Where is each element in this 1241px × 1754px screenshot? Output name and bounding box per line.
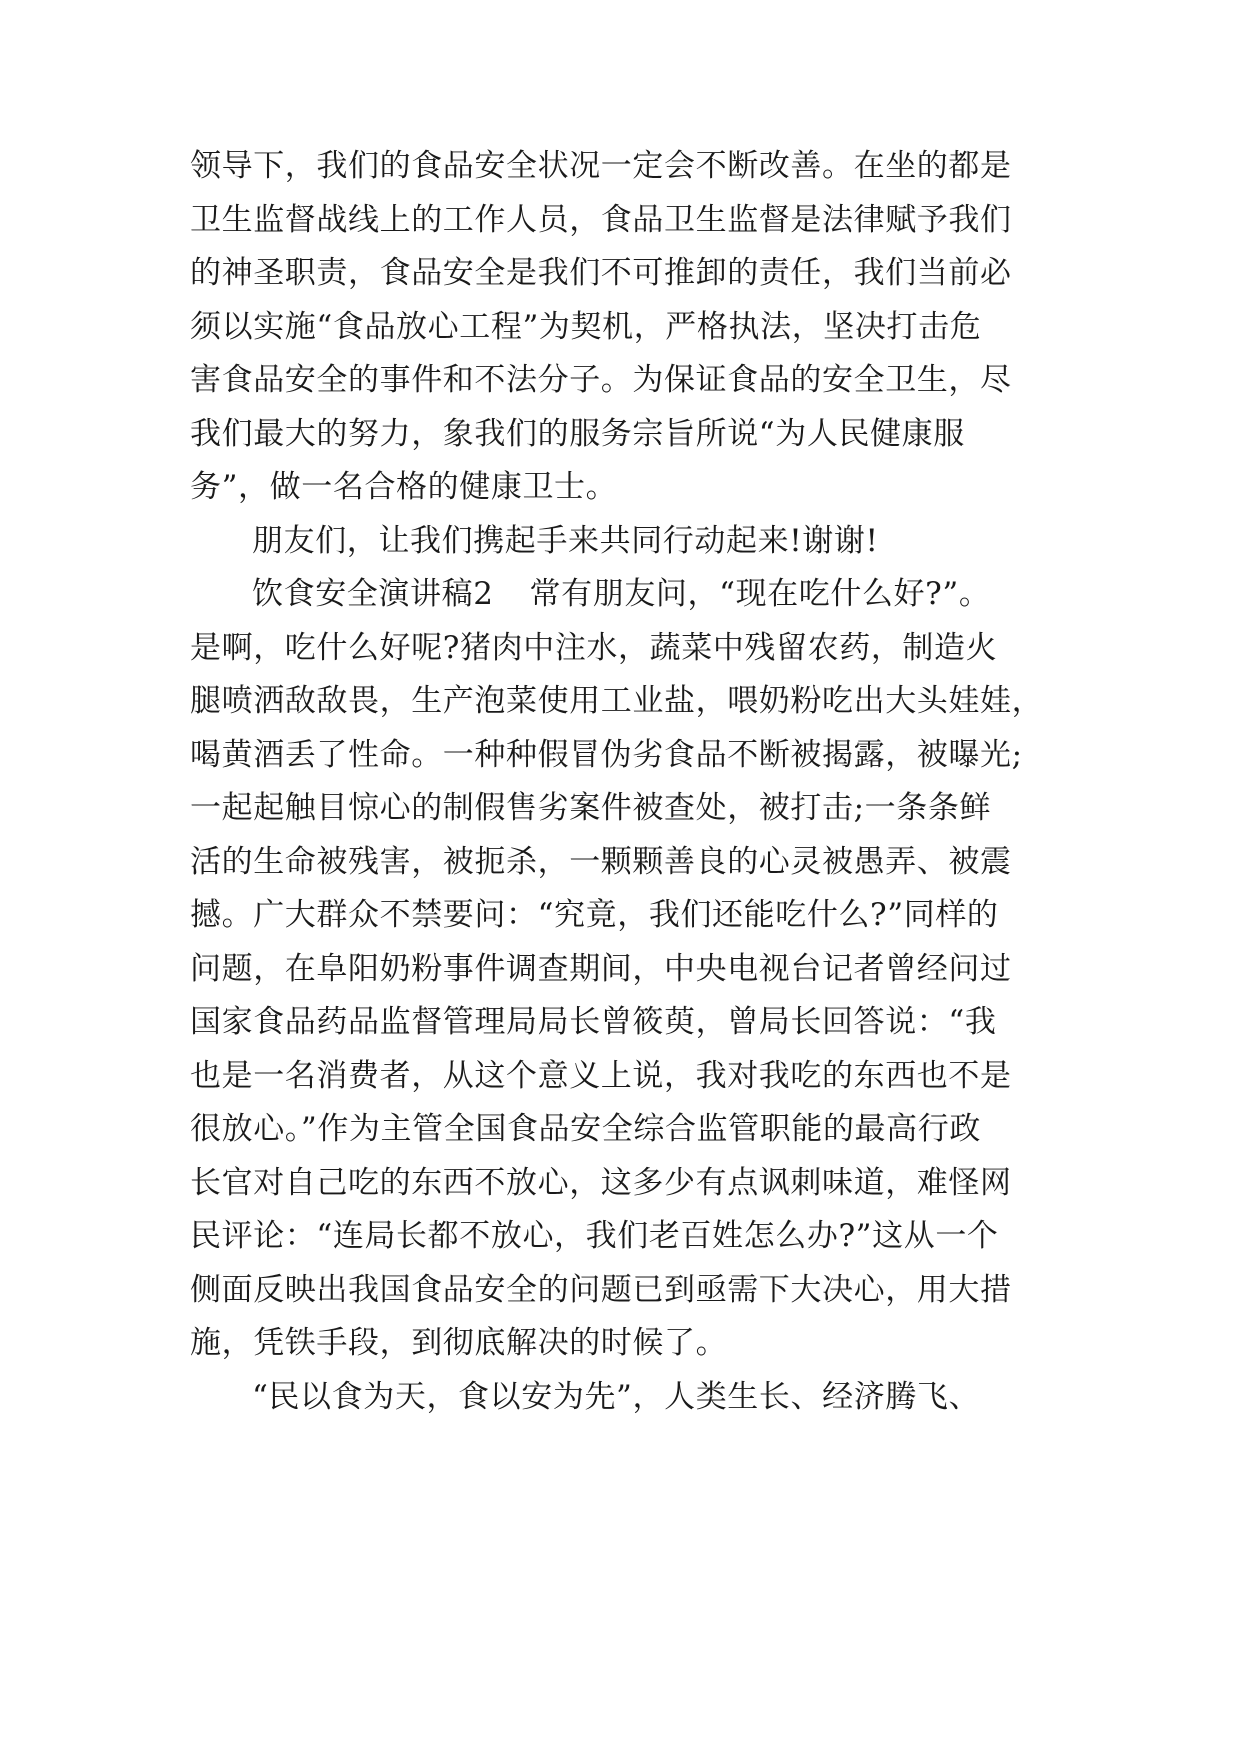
section-heading: 饮食安全演讲稿2	[252, 576, 494, 612]
document-body	[190, 140, 1070, 1424]
section-heading-line	[190, 568, 1070, 622]
text-line: 很放心。”作为主管全国食品安全综合监管职能的最高行政	[190, 1111, 981, 1147]
text-line: 民评论：“连局长都不放心，我们老百姓怎么办?”这从一个	[190, 1218, 999, 1254]
text-line: 是啊，吃什么好呢?猪肉中注水，蔬菜中残留农药，制造火	[190, 629, 998, 666]
text-line: 的神圣职责，食品安全是我们不可推卸的责任，我们当前必	[190, 255, 1012, 291]
text-line: 国家食品药品监督管理局局长曾筱萸，曾局长回答说：“我	[190, 1004, 997, 1040]
text-line: 腿喷洒敌敌畏，生产泡菜使用工业盐，喂奶粉吃出大头娃娃，	[190, 683, 1044, 719]
text-line: 卫生监督战线上的工作人员，食品卫生监督是法律赋予我们	[190, 201, 1012, 238]
text-line: 长官对自己吃的东西不放心，这多少有点讽刺味道，难怪网	[190, 1164, 1012, 1201]
text-line: 一起起触目惊心的制假售劣案件被查处，被打击;一条条鲜	[190, 790, 992, 826]
text-line: 施，凭铁手段，到彻底解决的时候了。	[190, 1325, 728, 1361]
text-line: 活的生命被残害，被扼杀，一颗颗善良的心灵被愚弄、被震	[190, 843, 1012, 880]
text-line: 须以实施“食品放心工程”为契机，严格执法，坚决打击危	[190, 308, 982, 345]
text-line: 问题，在阜阳奶粉事件调查期间，中央电视台记者曾经问过	[190, 950, 1012, 987]
text-line: 我们最大的努力，象我们的服务宗旨所说“为人民健康服	[190, 415, 965, 452]
text-line: 侧面反映出我国食品安全的问题已到亟需下大决心，用大措	[190, 1271, 1012, 1308]
paragraph-closing-line: 朋友们，让我们携起手来共同行动起来!谢谢!	[252, 522, 879, 559]
text-line: 务”，做一名合格的健康卫士。	[190, 469, 618, 505]
text-line: 撼。广大群众不禁要问：“究竟，我们还能吃什么?”同样的	[190, 897, 999, 933]
text-line: 害食品安全的事件和不法分子。为保证食品的安全卫生，尽	[190, 362, 1012, 398]
text-line: 喝黄酒丢了性命。一种种假冒伪劣食品不断被揭露，被曝光;	[190, 736, 1023, 773]
text-line: 领导下，我们的食品安全状况一定会不断改善。在坐的都是	[190, 148, 1012, 184]
paragraph-start-line: “民以食为天，食以安为先”，人类生长、经济腾飞、	[252, 1378, 981, 1415]
text-line: 也是一名消费者，从这个意义上说，我对我吃的东西也不是	[190, 1057, 1012, 1094]
text-span: 常有朋友问，“现在吃什么好?”。	[529, 576, 991, 612]
